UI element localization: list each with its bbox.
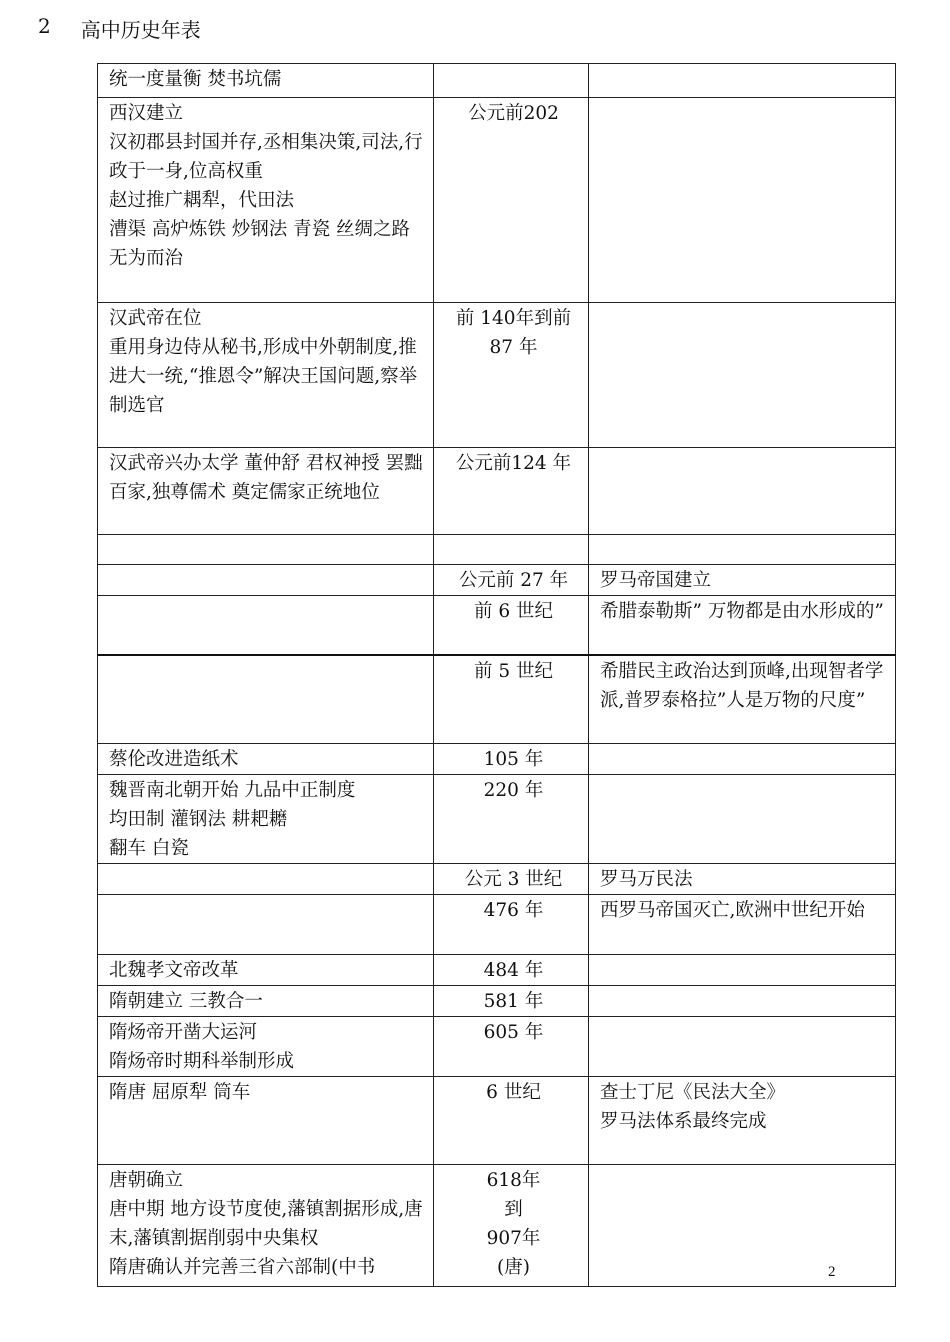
cell-text-line: 6 世纪 <box>486 1082 541 1103</box>
cell-text-line: 公元 3 世纪 <box>464 869 563 890</box>
cell-world-events <box>589 1165 896 1287</box>
cell-text-line: 公元前202 <box>468 103 559 124</box>
cell-text-line: 魏晋南北朝开始 九品中正制度 <box>109 780 356 801</box>
cell-china-events <box>98 986 434 1017</box>
cell-text-line: 220 年 <box>483 780 544 801</box>
cell-year <box>434 864 589 895</box>
table-row <box>98 98 896 303</box>
cell-text-line: 翻车 白瓷 <box>109 838 189 859</box>
table-row <box>98 864 896 895</box>
cell-china-events <box>98 955 434 986</box>
cell-text-line: 前 6 世纪 <box>473 601 554 622</box>
table-row <box>98 955 896 986</box>
cell-year <box>434 303 589 448</box>
cell-text-line: 北魏孝文帝改革 <box>109 960 239 981</box>
cell-world-events <box>589 64 896 98</box>
cell-text-line: 汉武帝在位 <box>109 308 202 329</box>
cell-text-line: 484 年 <box>483 960 544 981</box>
cell-china-events <box>98 655 434 744</box>
cell-china-events <box>98 895 434 955</box>
cell-world-events <box>589 565 896 596</box>
cell-text-line: 希腊民主政治达到顶峰,出现智者学派,普罗泰格拉”人是万物的尺度” <box>600 660 884 711</box>
page-header <box>38 14 201 43</box>
cell-text-line: 隋炀帝开凿大运河 <box>109 1022 258 1043</box>
cell-world-events <box>589 98 896 303</box>
cell-text-line: 希腊泰勒斯” 万物都是由水形成的” <box>600 601 884 622</box>
cell-text-line: 907年 <box>486 1228 541 1249</box>
table-row <box>98 986 896 1017</box>
cell-world-events <box>589 655 896 744</box>
cell-year <box>434 1165 589 1287</box>
cell-world-events <box>589 955 896 986</box>
table-row <box>98 655 896 744</box>
cell-text-line: 汉武帝兴办太学 董仲舒 君权神授 罢黜百家,独尊儒术 奠定儒家正统地位 <box>109 453 423 503</box>
cell-year <box>434 744 589 775</box>
cell-text-line: 蔡伦改进造纸术 <box>109 749 239 770</box>
table-row <box>98 596 896 655</box>
cell-text-line: 618年 <box>486 1170 541 1191</box>
cell-text-line: 隋炀帝时期科举制形成 <box>109 1051 295 1072</box>
cell-china-events <box>98 775 434 864</box>
cell-text-line: 查士丁尼《民法大全》 <box>600 1082 786 1103</box>
table-row <box>98 775 896 864</box>
cell-text-line: 隋唐 屈原犁 筒车 <box>109 1082 251 1103</box>
cell-text-line: 605 年 <box>483 1022 544 1043</box>
cell-text-line: 到 <box>504 1199 523 1220</box>
table-row <box>98 64 896 98</box>
cell-year <box>434 565 589 596</box>
cell-year <box>434 775 589 864</box>
cell-world-events <box>589 744 896 775</box>
cell-world-events <box>589 864 896 895</box>
table-row <box>98 895 896 955</box>
cell-text-line: 汉初郡县封国并存,丞相集决策,司法,行政于一身,位高权重 <box>109 132 423 182</box>
cell-world-events <box>589 596 896 655</box>
table-row <box>98 1077 896 1165</box>
cell-text-line: 漕渠 高炉炼铁 炒钢法 青瓷 丝绸之路 <box>109 219 411 240</box>
cell-world-events <box>589 535 896 565</box>
cell-text-line: 前 140年到前 87 年 <box>455 308 572 358</box>
cell-china-events <box>98 1165 434 1287</box>
table-row <box>98 565 896 596</box>
cell-china-events <box>98 744 434 775</box>
cell-china-events <box>98 303 434 448</box>
cell-year <box>434 1077 589 1165</box>
cell-world-events <box>589 986 896 1017</box>
table-row <box>98 1165 896 1287</box>
cell-china-events <box>98 1017 434 1077</box>
cell-world-events <box>589 895 896 955</box>
cell-text-line: 公元前124 年 <box>455 453 572 474</box>
table-row <box>98 535 896 565</box>
cell-text-line: 公元前 27 年 <box>458 570 569 591</box>
cell-china-events <box>98 448 434 535</box>
cell-text-line: 隋唐确认并完善三省六部制(中书 <box>109 1257 376 1278</box>
cell-world-events <box>589 448 896 535</box>
cell-text-line: 罗马帝国建立 <box>600 570 712 591</box>
cell-china-events <box>98 64 434 98</box>
cell-year <box>434 986 589 1017</box>
header-page-number: 2 <box>38 14 51 38</box>
cell-text-line: (唐) <box>497 1257 530 1278</box>
cell-world-events <box>589 303 896 448</box>
cell-text-line: 罗马法体系最终完成 <box>600 1111 767 1132</box>
cell-text-line: 105 年 <box>483 749 544 770</box>
cell-china-events <box>98 98 434 303</box>
timeline-body <box>98 64 896 1287</box>
cell-text-line: 西罗马帝国灭亡,欧洲中世纪开始 <box>600 900 865 921</box>
cell-china-events <box>98 1077 434 1165</box>
cell-text-line: 赵过推广耦犁，代田法 <box>109 190 295 211</box>
table-row <box>98 448 896 535</box>
cell-text-line: 西汉建立 <box>109 103 184 124</box>
cell-year <box>434 98 589 303</box>
page-footer-number: 2 <box>828 1264 836 1280</box>
cell-year <box>434 535 589 565</box>
table-row <box>98 744 896 775</box>
cell-year <box>434 955 589 986</box>
cell-text-line: 476 年 <box>483 900 544 921</box>
cell-text-line: 581 年 <box>483 991 544 1012</box>
table-row <box>98 303 896 448</box>
cell-text-line: 唐中期 地方设节度使,藩镇割据形成,唐末,藩镇割据削弱中央集权 <box>109 1199 423 1249</box>
cell-text-line: 罗马万民法 <box>600 869 693 890</box>
cell-text-line: 唐朝确立 <box>109 1170 184 1191</box>
cell-year <box>434 895 589 955</box>
history-timeline-table <box>97 63 896 1287</box>
cell-text-line: 重用身边侍从秘书,形成中外朝制度,推进大一统,“推恩令”解决王国问题,察举制选官 <box>109 337 418 416</box>
table-row <box>98 1017 896 1077</box>
cell-world-events <box>589 1077 896 1165</box>
cell-year <box>434 448 589 535</box>
cell-year <box>434 655 589 744</box>
cell-text-line: 隋朝建立 三教合一 <box>109 991 263 1012</box>
cell-year <box>434 596 589 655</box>
cell-text-line: 无为而治 <box>109 248 184 269</box>
cell-year <box>434 1017 589 1077</box>
cell-china-events <box>98 864 434 895</box>
cell-year <box>434 64 589 98</box>
cell-text-line: 统一度量衡 焚书坑儒 <box>109 69 282 90</box>
cell-world-events <box>589 1017 896 1077</box>
cell-text-line: 前 5 世纪 <box>473 660 554 682</box>
cell-china-events <box>98 596 434 655</box>
cell-china-events <box>98 565 434 596</box>
cell-china-events <box>98 535 434 565</box>
cell-world-events <box>589 775 896 864</box>
cell-text-line: 均田制 灌钢法 耕耙耱 <box>109 809 288 830</box>
header-title: 高中历史年表 <box>80 18 201 42</box>
